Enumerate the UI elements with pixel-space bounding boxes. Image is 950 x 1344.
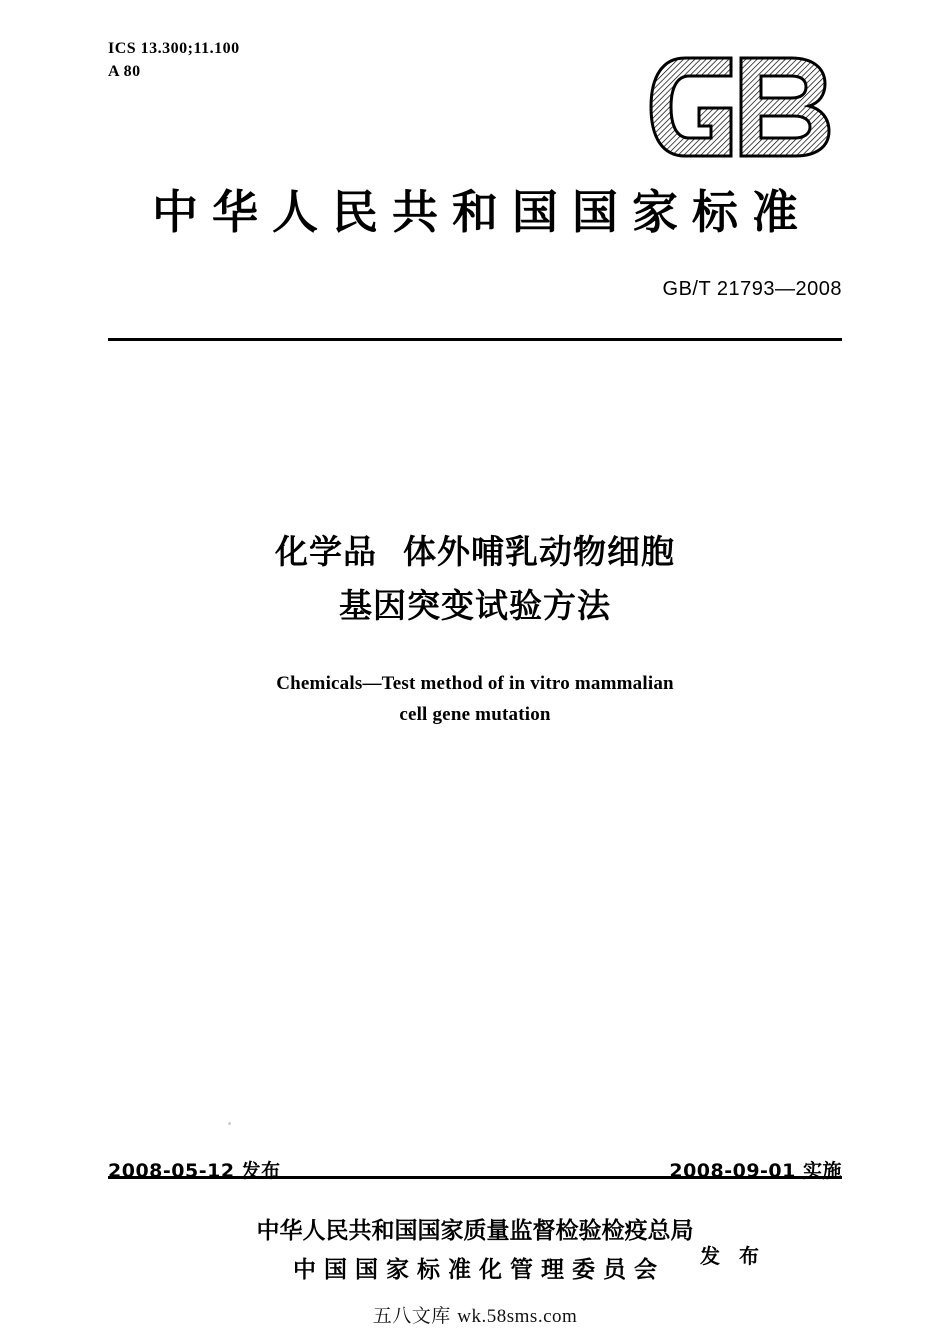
document-title-cn-part1: 化学品 xyxy=(275,532,377,571)
document-title-en-line1: Chemicals—Test method of in vitro mammalian xyxy=(276,673,674,694)
publish-word: 发 布 xyxy=(700,1244,765,1268)
document-title-cn-line2: 基因突变试验方法 xyxy=(339,586,611,626)
footer-site-name: 五八文库 xyxy=(372,1305,451,1327)
ccs-code: A 80 xyxy=(108,62,141,80)
standard-number: GB/T 21793—2008 xyxy=(662,278,842,300)
footer-site-url: wk.58sms.com xyxy=(457,1306,578,1327)
document-title-cn-part2: 体外哺乳动物细胞 xyxy=(403,532,675,571)
document-title-en xyxy=(0,668,950,731)
gb-logo-icon xyxy=(645,52,840,162)
document-title-en-line2: cell gene mutation xyxy=(399,704,551,726)
publisher-line2: 中国国家标准化管理委员会 xyxy=(293,1257,665,1283)
footer-watermark xyxy=(0,1301,950,1328)
issue-date: 2008-05-12 发布 xyxy=(108,1160,281,1182)
publisher-block xyxy=(0,1212,950,1284)
national-standard-title: 中华人民共和国国家标准 xyxy=(152,185,812,239)
divider-top xyxy=(108,338,842,341)
document-title-cn xyxy=(0,525,950,634)
page-speck xyxy=(228,1122,231,1125)
publisher-line1: 中华人民共和国国家质量监督检验检疫总局 xyxy=(256,1218,694,1244)
implementation-date: 2008-09-01 实施 xyxy=(669,1160,842,1182)
ics-classification-block xyxy=(108,38,240,82)
ics-code: ICS 13.300;11.100 xyxy=(108,40,240,57)
